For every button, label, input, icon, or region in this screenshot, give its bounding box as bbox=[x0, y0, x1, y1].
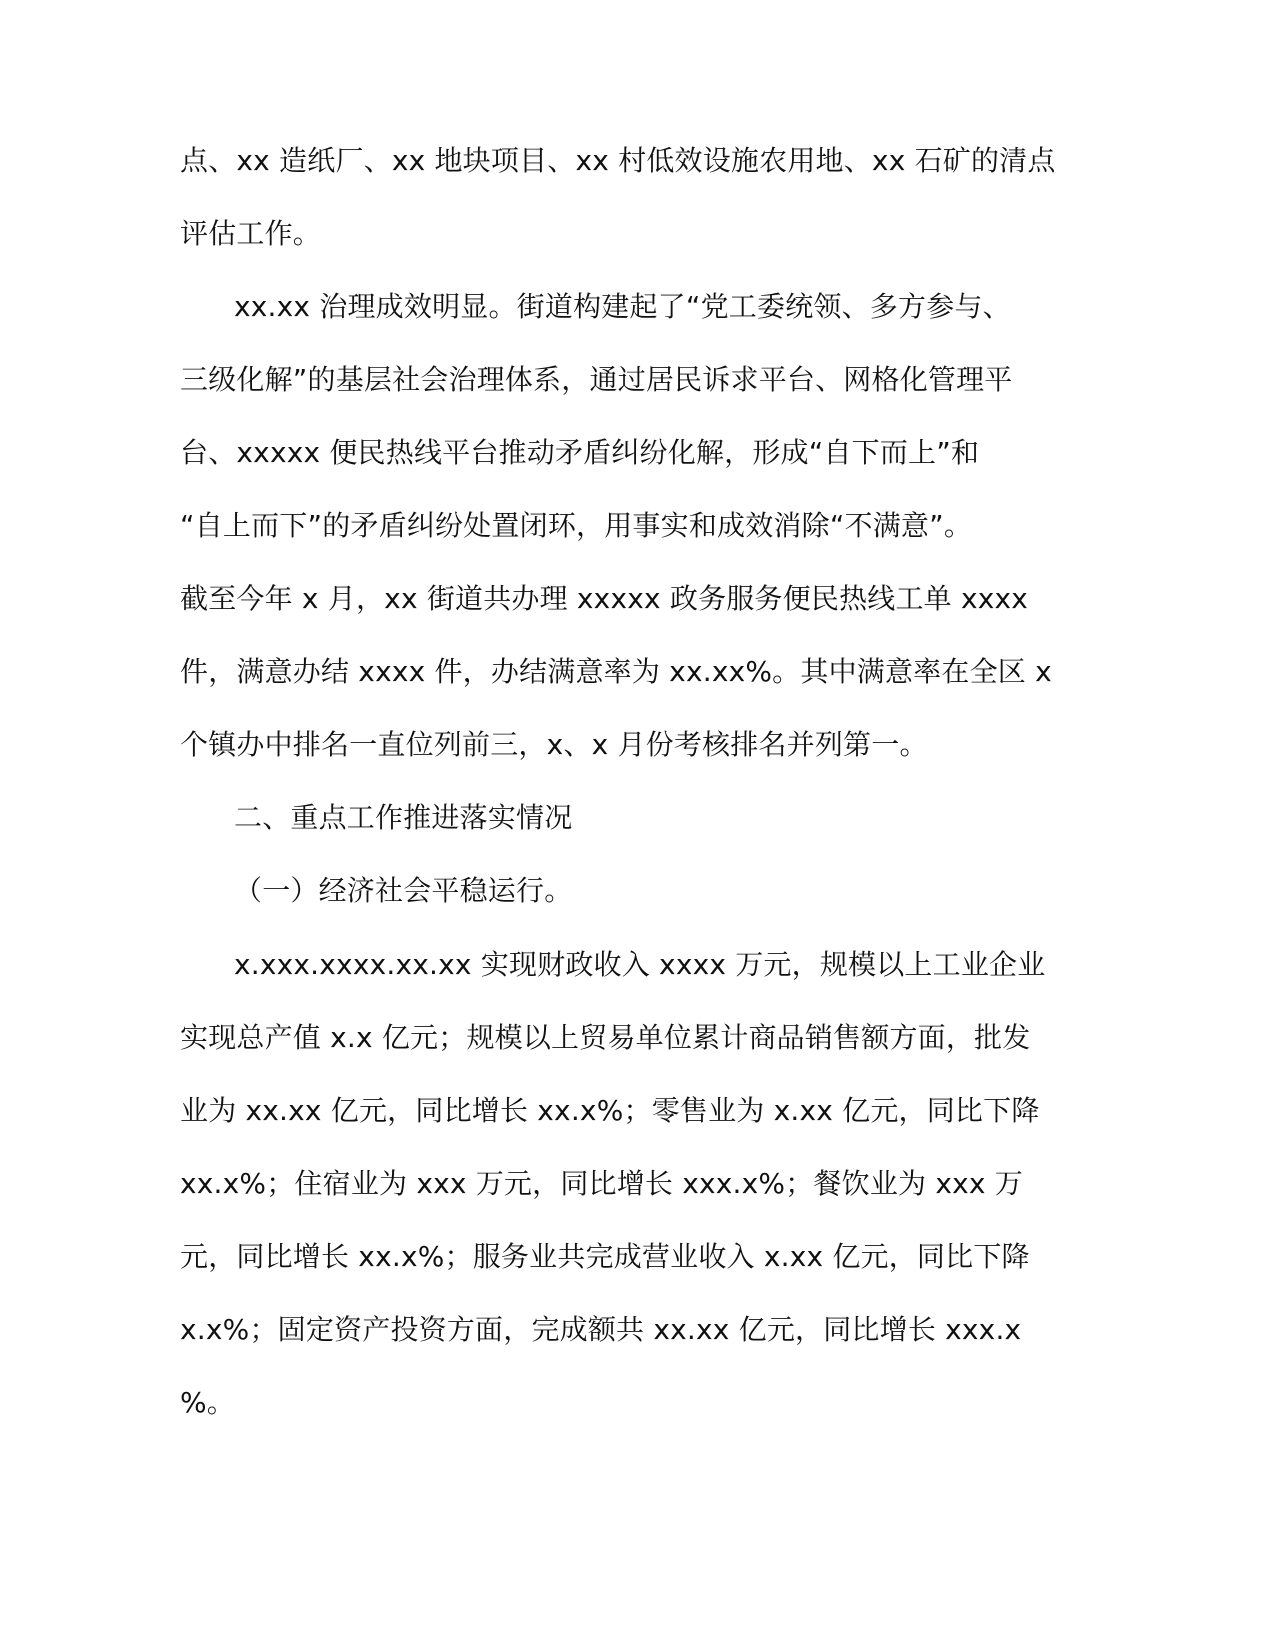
text-line-14: 业为 xx.xx 亿元，同比增长 xx.x%；零售业为 x.xx 亿元，同比下降 bbox=[180, 1094, 1040, 1127]
text-line-17: x.x%；固定资产投资方面，完成额共 xx.xx 亿元，同比增长 xxx.x bbox=[180, 1313, 1022, 1346]
text-line-9: 个镇办中排名一直位列前三，x、x 月份考核排名并列第一。 bbox=[180, 728, 928, 761]
text-line-2: 评估工作。 bbox=[180, 217, 322, 250]
text-line-8: 件，满意办结 xxxx 件，办结满意率为 xx.xx%。其中满意率在全区 x bbox=[180, 655, 1052, 688]
text-line-5: 台、xxxxx 便民热线平台推动矛盾纠纷化解，形成“自下而上”和 bbox=[180, 436, 980, 469]
paragraph-economy-start: x.xxx.xxxx.xx.xx 实现财政收入 xxxx 万元，规模以上工业企业 bbox=[234, 948, 1046, 981]
section-heading-2: 二、重点工作推进落实情况 bbox=[234, 801, 573, 834]
text-line-6: “自上而下”的矛盾纠纷处置闭环，用事实和成效消除“不满意”。 bbox=[180, 509, 973, 542]
text-line-4: 三级化解”的基层社会治理体系，通过居民诉求平台、网格化管理平 bbox=[180, 363, 1013, 396]
paragraph-governance-start: xx.xx 治理成效明显。街道构建起了“党工委统领、多方参与、 bbox=[234, 290, 1011, 323]
text-line-13: 实现总产值 x.x 亿元；规模以上贸易单位累计商品销售额方面，批发 bbox=[180, 1021, 1031, 1054]
subsection-heading-1: （一）经济社会平稳运行。 bbox=[234, 874, 573, 907]
text-line-15: xx.x%；住宿业为 xxx 万元，同比增长 xxx.x%；餐饮业为 xxx 万 bbox=[180, 1167, 1023, 1200]
text-line-18: %。 bbox=[180, 1386, 236, 1419]
text-line-1: 点、xx 造纸厂、xx 地块项目、xx 村低效设施农用地、xx 石矿的清点 bbox=[180, 144, 1056, 177]
text-line-16: 元，同比增长 xx.x%；服务业共完成营业收入 x.xx 亿元，同比下降 bbox=[180, 1240, 1030, 1273]
text-line-7: 截至今年 x 月，xx 街道共办理 xxxxx 政务服务便民热线工单 xxxx bbox=[180, 582, 1029, 615]
